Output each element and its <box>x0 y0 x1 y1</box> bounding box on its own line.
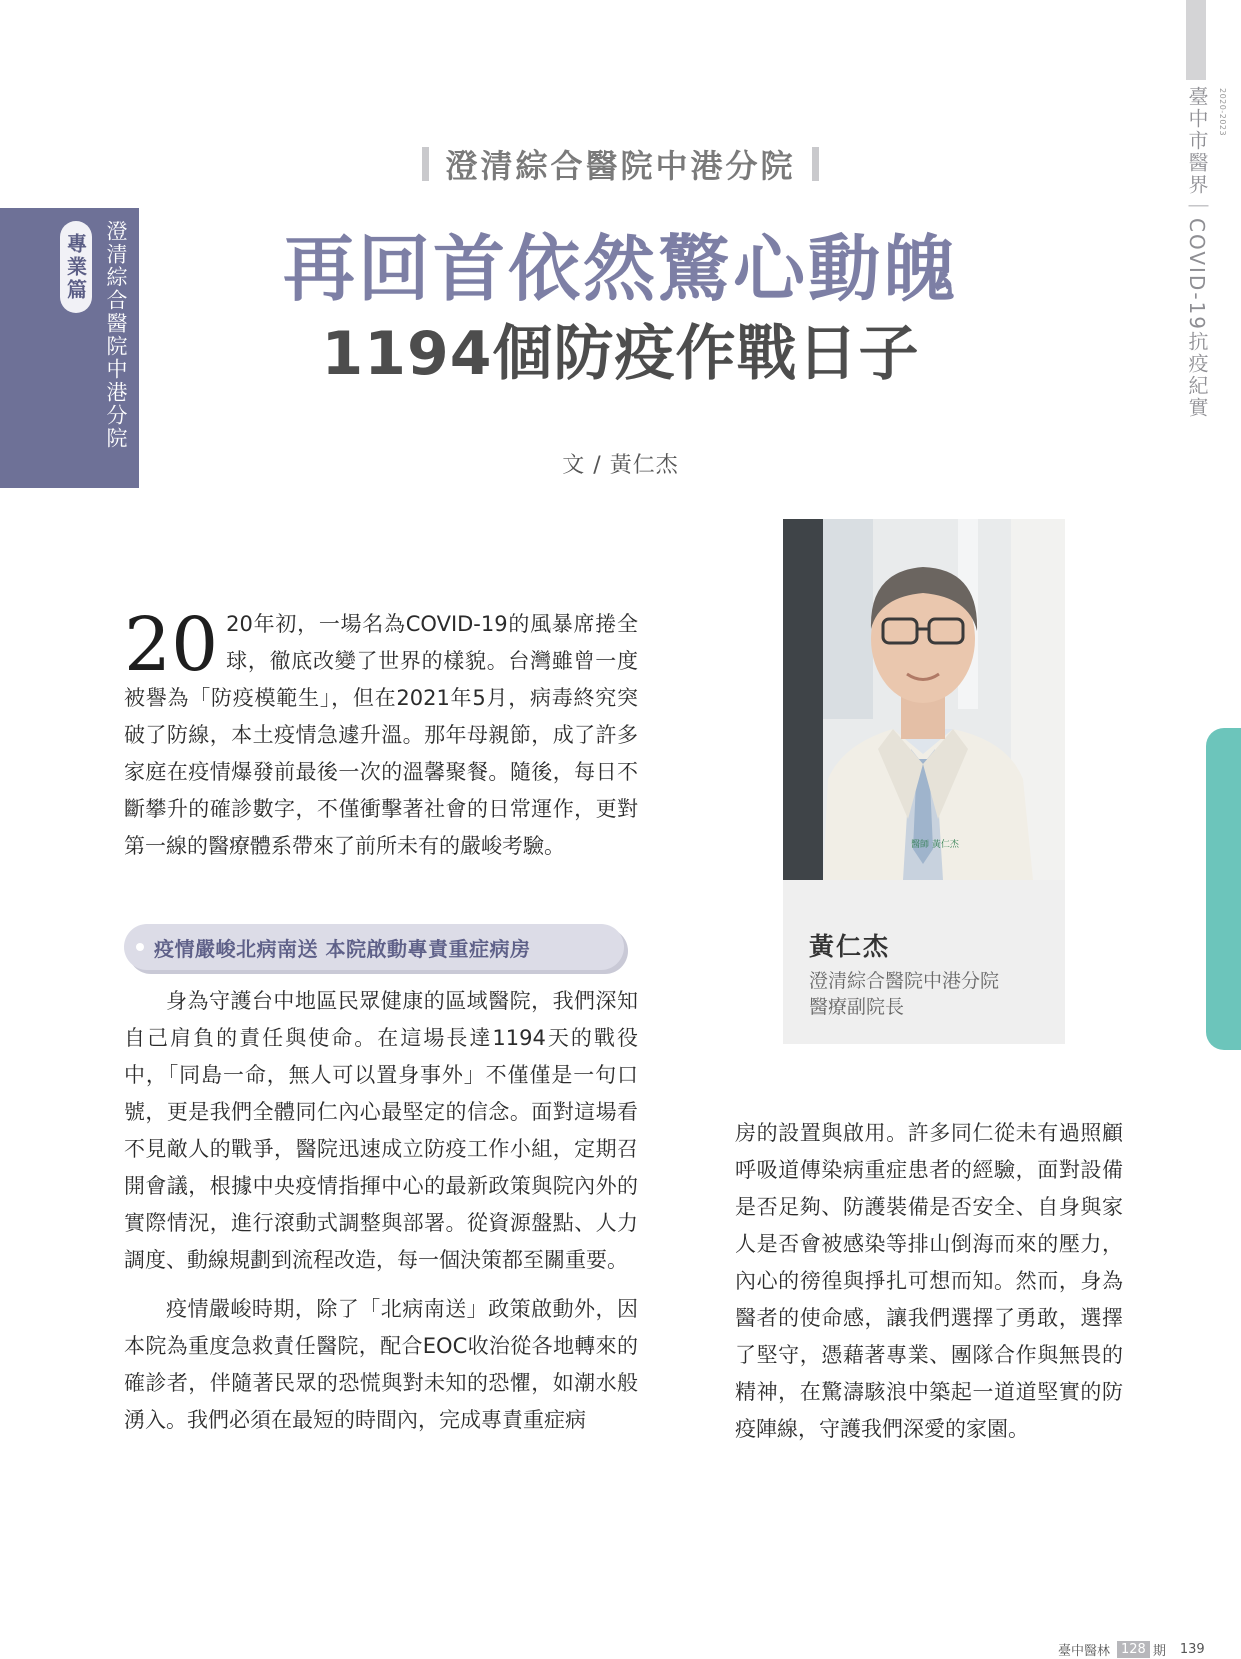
series-years: 2020-2023 <box>1218 88 1227 137</box>
body-column-left <box>124 983 638 1439</box>
header-right-bar <box>812 147 819 181</box>
body-paragraph-2: 疫情嚴峻時期，除了「北病南送」政策啟動外，因本院為重度急救責任醫院，配合EOC收治從各地轉來的確診者，伴隨著民眾的恐慌與對未知的恐懼，如潮水般湧入。我們必須在最短的時間內，完成專責重症病 <box>124 1297 638 1432</box>
issue-number: 128 <box>1117 1641 1150 1658</box>
publication-name: 臺中醫林 <box>1058 1644 1111 1659</box>
portrait-photo <box>783 519 1065 880</box>
profile-affiliation <box>809 968 999 1020</box>
profile-role: 醫療副院長 <box>809 996 905 1018</box>
drop-cap: 20 <box>124 602 219 688</box>
page-number: 139 <box>1179 1642 1205 1657</box>
page-footer <box>1058 1640 1205 1659</box>
body-paragraph-3: 房的設置與啟用。許多同仁從未有過照顧呼吸道傳染病重症患者的經驗，面對設備是否足夠、防護裝備是否安全、自身與家人是否會被感染等排山倒海而來的壓力，內心的徬徨與掙扎可想而知。然而，身為醫者的使命感，讓我們選擇了勇敢，選擇了堅守，憑藉著專業、團隊合作與無畏的精神，在驚濤駭浪中築起一道道堅實的防疫陣線，守護我們深愛的家園。 <box>735 1121 1123 1441</box>
body-column-right <box>735 1115 1123 1448</box>
series-title: 臺中市醫界｜COVID-19抗疫紀實 <box>1185 86 1209 420</box>
coat-signature: 醫師 黃仁杰 <box>911 840 959 850</box>
body-paragraph-1: 身為守護台中地區民眾健康的區域醫院，我們深知自己肩負的責任與使命。在這場長達1194天的戰役中，「同島一命，無人可以置身事外」不僅僅是一句口號，更是我們全體同仁內心最堅定的信念。面對這場看不見敵人的戰爭，醫院迅速成立防疫工作小組，定期召開會議，根據中央疫情指揮中心的最新政策與院內外的實際情況，進行滾動式調整與部署。從資源盤點、人力調度、動線規劃到流程改造，每一個決策都至關重要。 <box>124 989 638 1272</box>
profile-org: 澄清綜合醫院中港分院 <box>809 970 1000 992</box>
article-title: 再回首依然驚心動魄 <box>282 227 958 311</box>
article-subtitle: 1194個防疫作戰日子 <box>321 319 920 389</box>
intro-paragraph <box>124 602 638 865</box>
bullet-dot-icon <box>136 943 144 951</box>
profile-name: 黃仁杰 <box>809 932 891 961</box>
header-left-bar <box>422 147 429 181</box>
top-right-tab <box>1186 0 1206 80</box>
section-badge: 專業篇 <box>60 221 92 313</box>
intro-text: 20年初，一場名為COVID-19的風暴席捲全球，徹底改變了世界的樣貌。台灣雖曾一度被譽為「防疫模範生」，但在2021年5月，病毒終究突破了防線，本土疫情急遽升溫。那年母親節，成了許多家庭在疫情爆發前最後一次的溫馨聚餐。隨後，每日不斷攀升的確診數字，不僅衝擊著社會的日常運作，更對第一線的醫療體系帶來了前所未有的嚴峻考驗。 <box>124 612 638 858</box>
issue-suffix: 期 <box>1152 1644 1166 1659</box>
section-heading <box>124 924 624 970</box>
side-thumb-tab <box>1206 728 1241 1050</box>
hospital-header <box>0 141 1241 187</box>
side-hospital-name: 澄清綜合醫院中港分院 <box>104 220 128 450</box>
hospital-header-text: 澄清綜合醫院中港分院 <box>445 147 796 185</box>
byline: 文 / 黃仁杰 <box>562 453 679 478</box>
section-heading-text: 疫情嚴峻北病南送 本院啟動專責重症病房 <box>154 936 531 961</box>
